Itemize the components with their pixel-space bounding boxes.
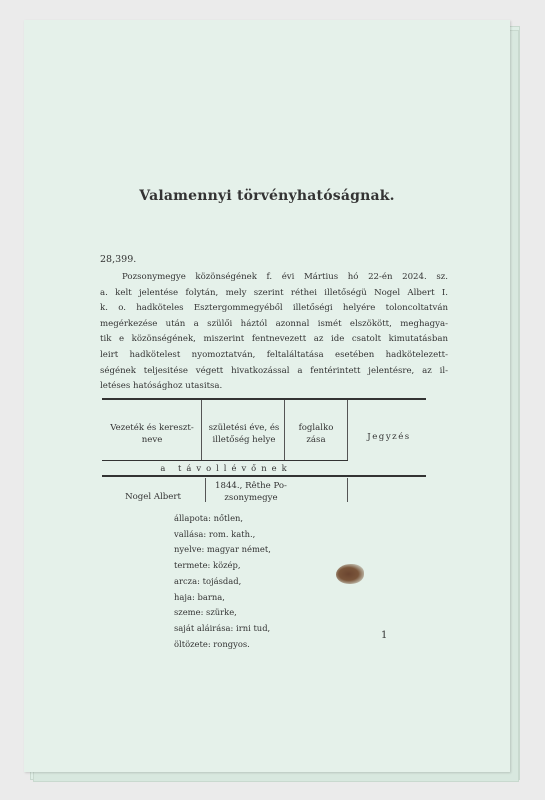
page-mark: 1 [381,630,388,641]
body-line: letéses hatósághoz utasitsa. [100,381,223,392]
document-number: 28,399. [100,254,137,265]
table-cell-name: Nogel Albert [125,492,181,502]
body-line: leirt hadkötelest nyomoztatván, feltaláltatása esetében hadkötelezett- [100,349,448,360]
document-body [100,270,448,395]
body-line: k. o. hadköteles Esztergommegyéből illetőségi helyére toloncoltatván [100,303,448,314]
description-item: vallása: rom. kath., [174,528,256,539]
body-line: ségének teljesitése végett hivatkozással a fentérintett jelentésre, az il- [100,365,448,376]
description-item: haja: barna, [174,591,225,602]
table-section-label: a távollévőnek [160,463,292,473]
description-item: szeme: szürke, [174,607,237,618]
table-cell-birth: 1844., Rêthe Po- zsonymegye [215,481,287,503]
body-line: tik e közönségének, miszerint fentnevezett az ide csatolt kimutatásban [100,334,448,345]
description-item: nyelve: magyar német, [174,544,271,555]
document-page [24,20,510,772]
document-title: Valamennyi törvényhatóságnak. [139,188,395,204]
description-item: állapota: nőtlen, [174,513,244,523]
table-header-birth: születési éve, és illetőség helye [208,423,280,445]
wax-stain [336,564,364,584]
body-line: megérkezése után a szülői háztól azonnal ismét elszökött, meghagya- [100,318,448,329]
description-item: öltözete: rongyos. [174,638,250,649]
description-item: arcza: tojásdad, [174,575,242,586]
description-item: termete: közép, [174,560,241,571]
description-item: saját aláirása: irni tud, [174,622,271,633]
table-column-divider [347,478,348,502]
table-header-notes: Jegyzés [367,432,411,442]
table-column-divider [347,400,348,460]
table-header-occupation: foglalko zása [298,423,334,445]
table-section-rule [102,460,348,461]
description-list [174,511,271,652]
body-line: a. kelt jelentése folytán, mely szerint réthei illetőségü Nogel Albert I. [100,287,448,298]
table-header-name: Vezeték és kereszt- neve [110,423,194,445]
body-line: Pozsonymegye közönségének f. évi Mártius hó 22-én 2024. sz. [122,272,448,282]
table-top-rule [102,398,426,400]
table-header-rule [102,475,426,477]
